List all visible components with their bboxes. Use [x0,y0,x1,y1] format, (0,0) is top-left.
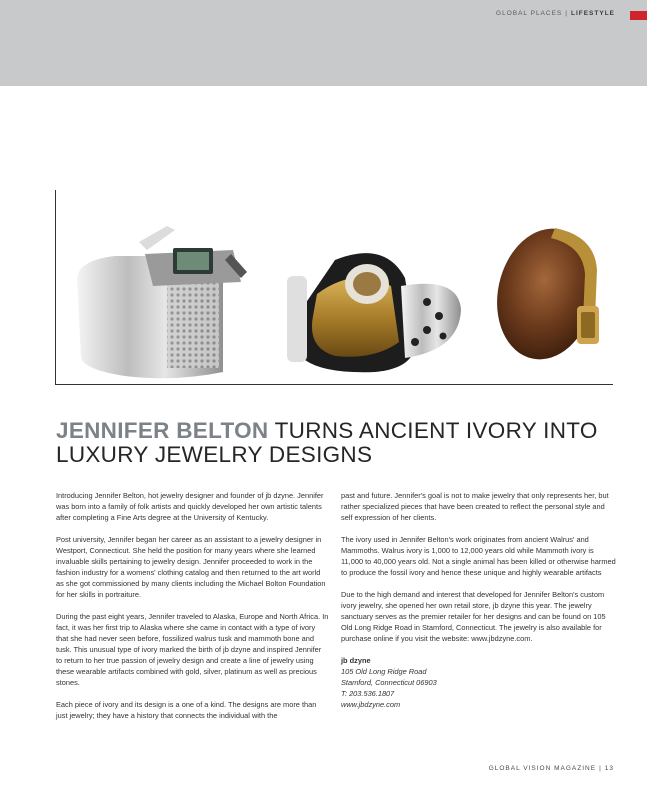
paragraph: Each piece of ivory and its design is a one of a kind. The designs are more than just jewelry; they have a history that connects the individual with the [56,700,317,720]
paragraph: Due to the high demand and interest that developed for Jennifer Belton's custom ivory jewelry, she opened her own retail store, jb dzyne this year. The jewelry sanctuary serves as the premier retailer for her designs and can be found on 105 Old Long Ridge Road in Stamford, Connecticut. The jewelry is also available for purchase online if you visit the website: www.jbdzyne.com. [341,590,606,643]
paragraph: Introducing Jennifer Belton, hot jewelry designer and founder of jb dzyne. Jennifer was born into a family of folk artists and quickly developed her own artistic talents after completing a Fine Arts degree at the University of Kentucky. [56,491,324,522]
section-label [496,10,615,17]
paragraph: The ivory used in Jennifer Belton's work originates from ancient Walrus' and Mammoths. Walrus ivory is 1,000 to 12,000 years old while Mammoth ivory is 11,000 to 40,000 years old. Not a single animal has been killed or otherwise harmed to produce the fossil ivory and hence these unique and highly wearable artifacts [341,535,616,577]
section-separator: | [565,10,568,17]
jewelry-photo [55,190,613,385]
contact-website[interactable]: www.jbdzyne.com [341,700,401,709]
contact-block [341,655,616,710]
headline-name: JENNIFER BELTON [56,418,269,443]
article-headline [56,419,616,467]
contact-city: Stamford, Connecticut 06903 [341,678,437,687]
headline-rest-line1: TURNS ANCIENT IVORY INTO [268,418,598,443]
gold-silver-ivory-ring [287,253,461,372]
headline-rest-line2: LUXURY JEWELRY DESIGNS [56,442,373,467]
footer-magazine: GLOBAL VISION MAGAZINE [488,765,597,772]
left-column [56,490,329,732]
silver-cuff-bracelet [77,226,247,378]
section-category: LIFESTYLE [570,10,615,17]
brown-ivory-ring [485,219,606,368]
section-name: GLOBAL PLACES [496,10,563,17]
right-column [341,490,616,710]
page-footer [489,765,614,772]
paragraph: past and future. Jennifer's goal is not to make jewelry that only represents her, but rather specialized pieces that have been created to reflect the personal style and self expression of her clients. [341,491,609,522]
contact-phone: T: 203.536.1807 [341,689,395,698]
paragraph: Post university, Jennifer began her career as an assistant to a jewelry designer in Westport, Connecticut. She held the position for many years where she learned invaluable skills pertaining to jewelry design. Jennifer proceeded to work in the fashion industry for a womens' clothing catalog and then returned to the art world as she got commissioned by many clients including the Michael Bolton Foundation for her skills in portraiture. [56,535,326,599]
jewelry-photo-illustration [55,190,613,385]
page-number: 13 [604,765,614,772]
red-tab-marker [630,11,647,20]
paragraph: During the past eight years, Jennifer traveled to Alaska, Europe and North Africa. In fact, it was her first trip to Alaska where she came in contact with a type of ivory that she had never seen before, fossilized walrus tusk and mammoth bone and tusk. This unusual type of ivory marked the birth of jb dzyne and inspired Jennifer to return to her true passion of jewelry design and create a line of jewelry using these wearable artifacts combined with gold, silver, platinum as well as precious stones. [56,612,329,687]
contact-address: 105 Old Long Ridge Road [341,667,427,676]
footer-separator: | [599,765,602,772]
contact-name: jb dzyne [341,656,371,665]
